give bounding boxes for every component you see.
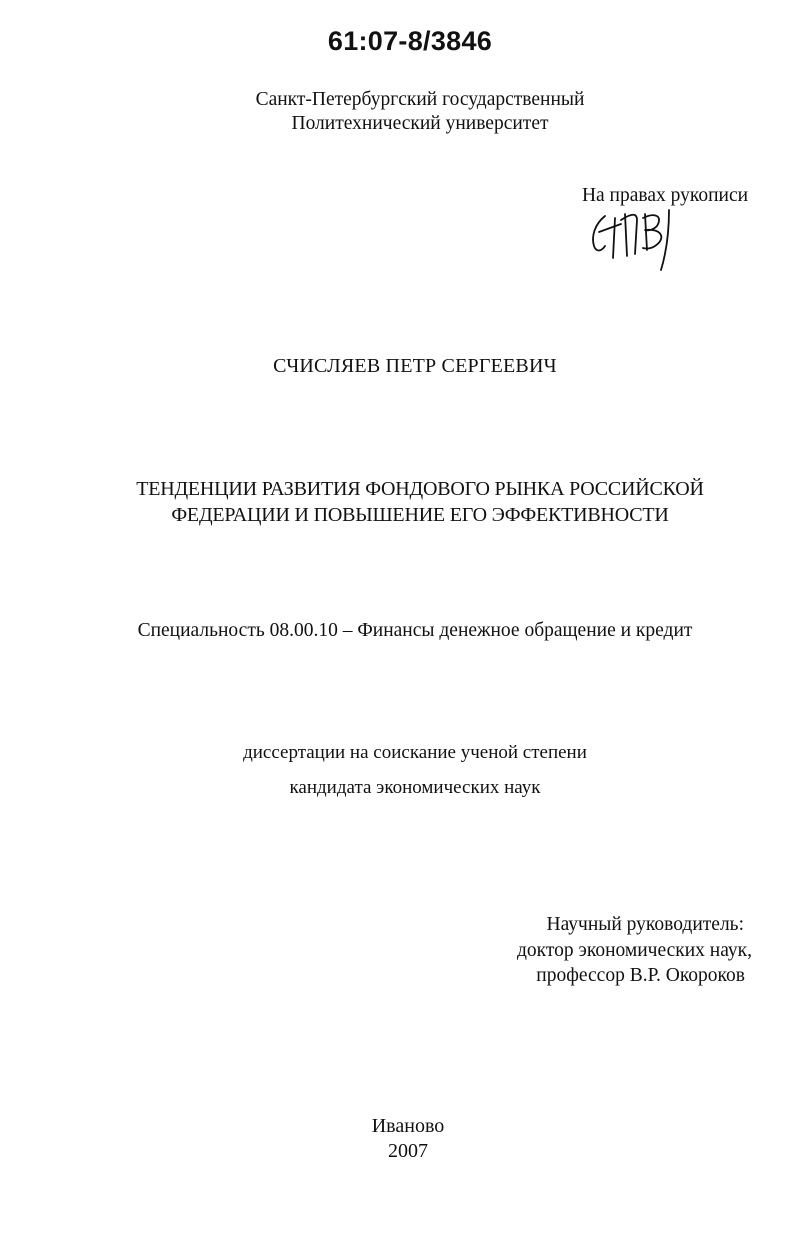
title-line-1: ТЕНДЕНЦИИ РАЗВИТИЯ ФОНДОВОГО РЫНКА РОССИЙСКОЙ	[136, 478, 704, 500]
scientific-advisor	[480, 912, 770, 989]
degree-line-1: диссертации на соискание ученой степени	[243, 742, 587, 763]
year: 2007	[388, 1140, 428, 1162]
title-line-2: ФЕДЕРАЦИИ И ПОВЫШЕНИЕ ЕГО ЭФФЕКТИВНОСТИ	[171, 504, 669, 526]
city: Иваново	[371, 1115, 445, 1137]
handwritten-signature	[585, 206, 695, 276]
author-name: СЧИСЛЯЕВ ПЕТР СЕРГЕЕВИЧ	[273, 355, 557, 377]
advisor-degree: доктор экономических наук,	[516, 939, 752, 961]
advisor-label: Научный руководитель:	[546, 914, 744, 935]
university-line-1: Санкт-Петербургский государственный	[255, 89, 585, 110]
place-and-year	[318, 1114, 498, 1164]
university-line-2: Политехнический университет	[291, 113, 549, 134]
manuscript-rights-note: На правах рукописи	[581, 185, 749, 206]
university-name	[230, 88, 610, 136]
degree-line-2: кандидата экономических наук	[289, 777, 541, 798]
dissertation-title	[80, 476, 760, 528]
advisor-name: профессор В.Р. Окороков	[536, 965, 745, 986]
catalog-number: 61:07-8/3846	[327, 26, 493, 56]
specialty: Специальность 08.00.10 – Финансы денежное обращение и кредит	[137, 620, 693, 641]
